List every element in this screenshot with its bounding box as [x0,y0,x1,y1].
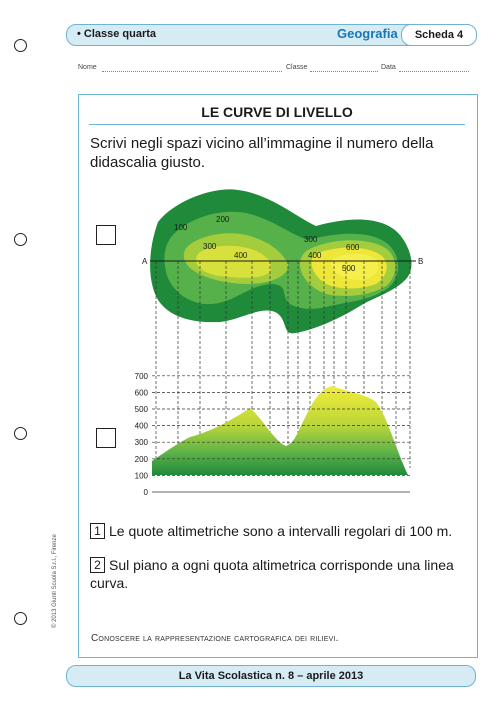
contour-map [142,189,423,333]
y-tick-label: 0 [143,488,148,497]
y-tick-label: 500 [134,405,148,414]
contour-label: 600 [346,243,360,252]
subject-title: Geografia [337,26,398,41]
name-field[interactable] [102,64,282,72]
footer-band: La Vita Scolastica n. 8 – aprile 2013 [66,665,476,687]
point-b-label: B [418,257,424,266]
caption-text: Sul piano a ogni quota altimetrica corrisponde una linea curva. [90,557,454,591]
y-tick-label: 700 [134,371,148,381]
instruction-text: Scrivi negli spazi vicino all’immagine il numero della didascalia giusto. [90,135,434,171]
contour-label: 200 [216,215,230,224]
caption-number: 1 [90,523,105,539]
header-band [66,24,476,46]
profile-y-axis [135,372,149,497]
contour-label: 500 [342,264,356,273]
contour-label: 100 [174,223,188,232]
caption-number: 2 [90,557,105,573]
elevation-profile [135,372,410,497]
binder-hole [14,612,27,625]
binder-hole [14,427,27,440]
y-tick-label: 600 [134,388,148,398]
contour-label: 300 [203,242,217,251]
contour-figure [120,180,424,500]
caption-1 [90,522,470,540]
date-label: Data [381,64,396,71]
contour-label: 400 [234,251,248,260]
class-level: • Classe quarta [77,28,157,40]
y-tick-label: 300 [134,438,148,448]
profile-shape [152,386,408,475]
binder-hole [14,233,27,246]
answer-box-profile[interactable] [96,428,116,448]
name-label: Nome [78,64,97,71]
y-tick-label: 400 [134,421,148,431]
contour-label: 400 [308,251,322,260]
learning-objective: Conoscere la rappresentazione cartografica dei rilievi. [91,633,339,644]
copyright-note: © 2013 Giunti Scuola S.r.l., Firenze [52,534,58,628]
binder-hole [14,39,27,52]
page-title: LE CURVE DI LIVELLO [89,104,465,125]
sheet-badge: Scheda 4 [401,24,477,46]
y-tick-label: 100 [134,471,148,481]
caption-2 [90,556,470,592]
answer-box-map[interactable] [96,225,116,245]
point-a-label: A [142,257,148,266]
caption-text: Le quote altimetriche sono a intervalli regolari di 100 m. [109,523,453,539]
contour-label: 300 [304,235,318,244]
y-tick-label: 200 [134,454,148,464]
date-field[interactable] [399,64,469,72]
class-field[interactable] [310,64,378,72]
class-label: Classe [286,64,308,71]
